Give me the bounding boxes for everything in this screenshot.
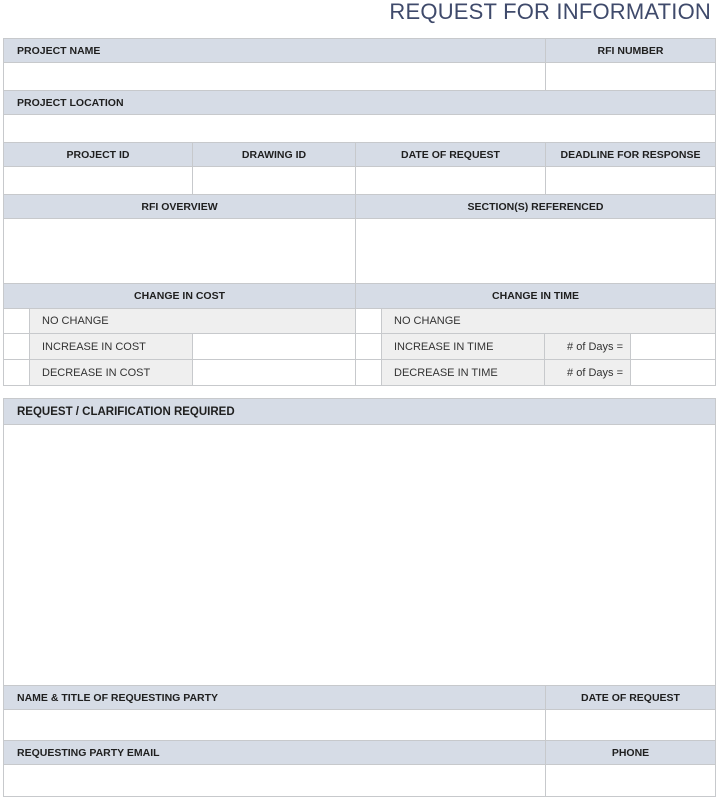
project-id-label: PROJECT ID bbox=[3, 142, 193, 167]
decrease-time-label: DECREASE IN TIME bbox=[381, 359, 545, 386]
increase-cost-checkbox[interactable] bbox=[3, 333, 30, 360]
party-date-of-request-field[interactable] bbox=[545, 709, 716, 741]
sections-referenced-field[interactable] bbox=[355, 218, 716, 284]
request-clarification-label: REQUEST / CLARIFICATION REQUIRED bbox=[3, 398, 716, 425]
request-clarification-field[interactable] bbox=[3, 424, 716, 686]
rfi-number-label: RFI NUMBER bbox=[545, 38, 716, 63]
decrease-cost-amount-field[interactable] bbox=[192, 359, 356, 386]
no-change-cost-checkbox[interactable] bbox=[3, 308, 30, 334]
rfi-number-field[interactable] bbox=[545, 62, 716, 91]
date-of-request-label: DATE OF REQUEST bbox=[355, 142, 546, 167]
deadline-field[interactable] bbox=[545, 166, 716, 195]
sections-referenced-label: SECTION(S) REFERENCED bbox=[355, 194, 716, 219]
no-change-time-checkbox[interactable] bbox=[355, 308, 382, 334]
change-in-time-label: CHANGE IN TIME bbox=[355, 283, 716, 309]
no-change-cost-label: NO CHANGE bbox=[29, 308, 356, 334]
increase-time-label: INCREASE IN TIME bbox=[381, 333, 545, 360]
project-location-label: PROJECT LOCATION bbox=[3, 90, 716, 115]
increase-time-checkbox[interactable] bbox=[355, 333, 382, 360]
phone-label: PHONE bbox=[545, 740, 716, 765]
project-id-field[interactable] bbox=[3, 166, 193, 195]
decrease-time-checkbox[interactable] bbox=[355, 359, 382, 386]
date-of-request-field[interactable] bbox=[355, 166, 546, 195]
rfi-overview-field[interactable] bbox=[3, 218, 356, 284]
name-title-field[interactable] bbox=[3, 709, 546, 741]
party-email-label: REQUESTING PARTY EMAIL bbox=[3, 740, 546, 765]
no-change-time-label: NO CHANGE bbox=[381, 308, 716, 334]
decrease-days-label: # of Days = bbox=[544, 359, 631, 386]
drawing-id-label: DRAWING ID bbox=[192, 142, 356, 167]
change-in-cost-label: CHANGE IN COST bbox=[3, 283, 356, 309]
decrease-cost-checkbox[interactable] bbox=[3, 359, 30, 386]
party-date-of-request-label: DATE OF REQUEST bbox=[545, 685, 716, 710]
increase-cost-label: INCREASE IN COST bbox=[29, 333, 193, 360]
decrease-days-field[interactable] bbox=[630, 359, 716, 386]
drawing-id-field[interactable] bbox=[192, 166, 356, 195]
project-location-field[interactable] bbox=[3, 114, 716, 143]
increase-days-field[interactable] bbox=[630, 333, 716, 360]
party-email-field[interactable] bbox=[3, 764, 546, 797]
project-name-field[interactable] bbox=[3, 62, 546, 91]
increase-cost-amount-field[interactable] bbox=[192, 333, 356, 360]
deadline-label: DEADLINE FOR RESPONSE bbox=[545, 142, 716, 167]
project-name-label: PROJECT NAME bbox=[3, 38, 546, 63]
rfi-overview-label: RFI OVERVIEW bbox=[3, 194, 356, 219]
increase-days-label: # of Days = bbox=[544, 333, 631, 360]
page-title: REQUEST FOR INFORMATION bbox=[389, 0, 711, 24]
name-title-label: NAME & TITLE OF REQUESTING PARTY bbox=[3, 685, 546, 710]
decrease-cost-label: DECREASE IN COST bbox=[29, 359, 193, 386]
phone-field[interactable] bbox=[545, 764, 716, 797]
